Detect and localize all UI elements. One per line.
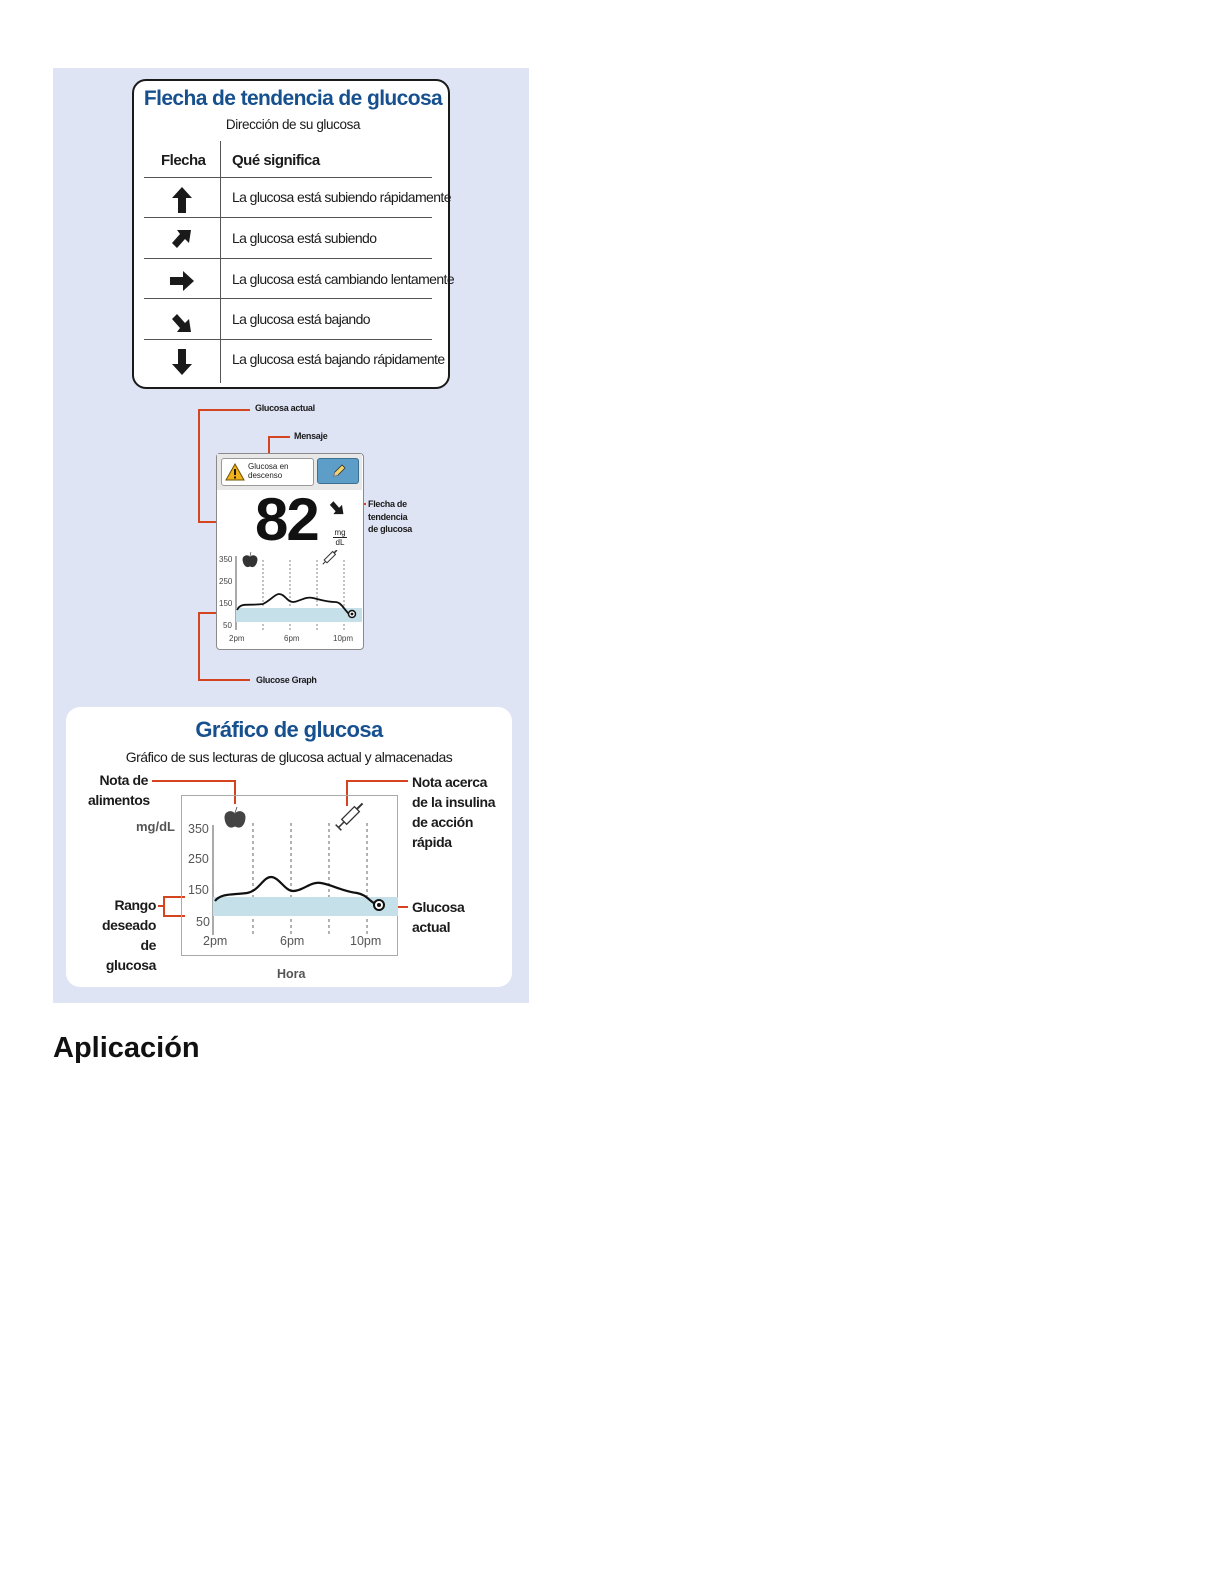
mini-apple-icon — [243, 552, 257, 567]
callout-line — [198, 409, 200, 521]
row-divider — [144, 177, 432, 178]
label-target-range-line: glucosa — [105, 957, 156, 973]
callout-line — [198, 612, 200, 680]
label-insulin-note-line: de la insulina — [412, 794, 496, 810]
label-current-glucose — [412, 897, 464, 937]
x-tick: 10pm — [350, 934, 382, 948]
graph-frame — [182, 796, 398, 956]
reader-screen — [216, 453, 364, 650]
trend-table-title: Flecha de tendencia de glucosa — [143, 87, 443, 110]
y-tick: 250 — [188, 852, 209, 866]
label-insulin-note-line: de acción — [412, 814, 473, 830]
arrow-up-right-icon — [144, 226, 220, 259]
x-axis-label: Hora — [277, 967, 306, 981]
label-current-glucose-line: Glucosa — [412, 899, 465, 915]
mini-x-tick: 10pm — [333, 634, 354, 643]
x-tick: 2pm — [203, 934, 228, 948]
mini-y-tick: 50 — [223, 621, 232, 630]
column-header-arrow: Flecha — [161, 152, 206, 169]
glucose-graph-card — [66, 707, 512, 987]
pencil-icon — [331, 463, 347, 479]
message-text: Glucosa en descenso — [248, 462, 289, 480]
trend-row-text: La glucosa está cambiando lentamente — [232, 271, 455, 287]
row-divider — [144, 298, 432, 299]
graph-gridlines — [253, 823, 367, 935]
trend-arrow-down-right-icon — [327, 497, 347, 517]
callout-line — [198, 409, 250, 411]
unit-dl: dL — [333, 537, 347, 547]
y-tick: 50 — [196, 915, 210, 929]
reading-unit — [333, 528, 347, 547]
mini-target-range-band — [236, 608, 362, 622]
mini-y-tick: 350 — [219, 555, 233, 564]
x-tick: 6pm — [280, 934, 305, 948]
row-divider — [144, 217, 432, 218]
trend-row-text: La glucosa está subiendo rápidamente — [232, 189, 451, 205]
label-target-range-line: Rango — [114, 897, 156, 913]
callout-trend-arrow: Flecha de tendencia de glucosa — [368, 499, 413, 534]
y-tick: 350 — [188, 822, 209, 836]
label-food-note-line: alimentos — [88, 792, 150, 808]
label-insulin-note-line: Nota acerca — [412, 774, 487, 790]
callout-line — [152, 780, 234, 782]
mini-y-tick: 150 — [219, 599, 233, 608]
column-header-meaning: Qué significa — [232, 152, 320, 169]
unit-label: mg/dL — [136, 819, 175, 834]
glucose-graph-subtitle: Gráfico de sus lecturas de glucosa actual y almacenadas — [125, 749, 453, 765]
section-heading: Aplicación — [53, 1032, 200, 1064]
trend-arrow-table-card — [132, 79, 455, 389]
arrow-down-right-icon — [144, 308, 220, 341]
mini-x-tick: 6pm — [284, 634, 300, 643]
apple-icon — [225, 807, 245, 827]
label-current-glucose-line: actual — [412, 919, 451, 935]
label-insulin-note — [412, 772, 495, 852]
callout-line — [268, 436, 290, 438]
unit-mg: mg — [334, 528, 346, 537]
arrow-right-icon — [144, 269, 220, 298]
callout-line — [346, 780, 408, 782]
trend-table-subtitle: Dirección de su glucosa — [225, 117, 361, 132]
mini-x-tick: 2pm — [229, 634, 245, 643]
trend-row-text: La glucosa está bajando — [232, 311, 370, 327]
callout-line — [163, 896, 165, 916]
callout-message: Mensaje — [294, 431, 328, 441]
y-tick: 150 — [188, 883, 209, 897]
label-target-range-line: deseado de — [102, 917, 156, 953]
callout-current-glucose: Glucosa actual — [255, 403, 315, 413]
row-divider — [144, 339, 432, 340]
label-target-range — [86, 895, 156, 975]
message-banner[interactable] — [221, 458, 314, 486]
callout-line — [198, 679, 250, 681]
mini-syringe-icon — [321, 550, 338, 566]
warning-icon — [225, 463, 245, 481]
trend-row-text: La glucosa está bajando rápidamente — [232, 351, 445, 367]
glucose-graph — [181, 795, 399, 957]
add-note-button[interactable] — [317, 458, 359, 484]
label-food-note — [88, 770, 148, 810]
glucose-graph-title: Gráfico de glucosa — [195, 717, 383, 742]
glucose-reading: 82 — [255, 486, 318, 553]
label-food-note-line: Nota de — [99, 772, 148, 788]
trend-row-text: La glucosa está subiendo — [232, 230, 377, 246]
label-insulin-note-line: rápida — [412, 834, 452, 850]
row-divider — [144, 258, 432, 259]
callout-glucose-graph: Glucose Graph — [256, 675, 317, 685]
arrow-up-icon — [144, 185, 220, 220]
mini-y-tick: 250 — [219, 577, 233, 586]
arrow-down-icon — [144, 347, 220, 382]
syringe-icon — [336, 801, 366, 831]
